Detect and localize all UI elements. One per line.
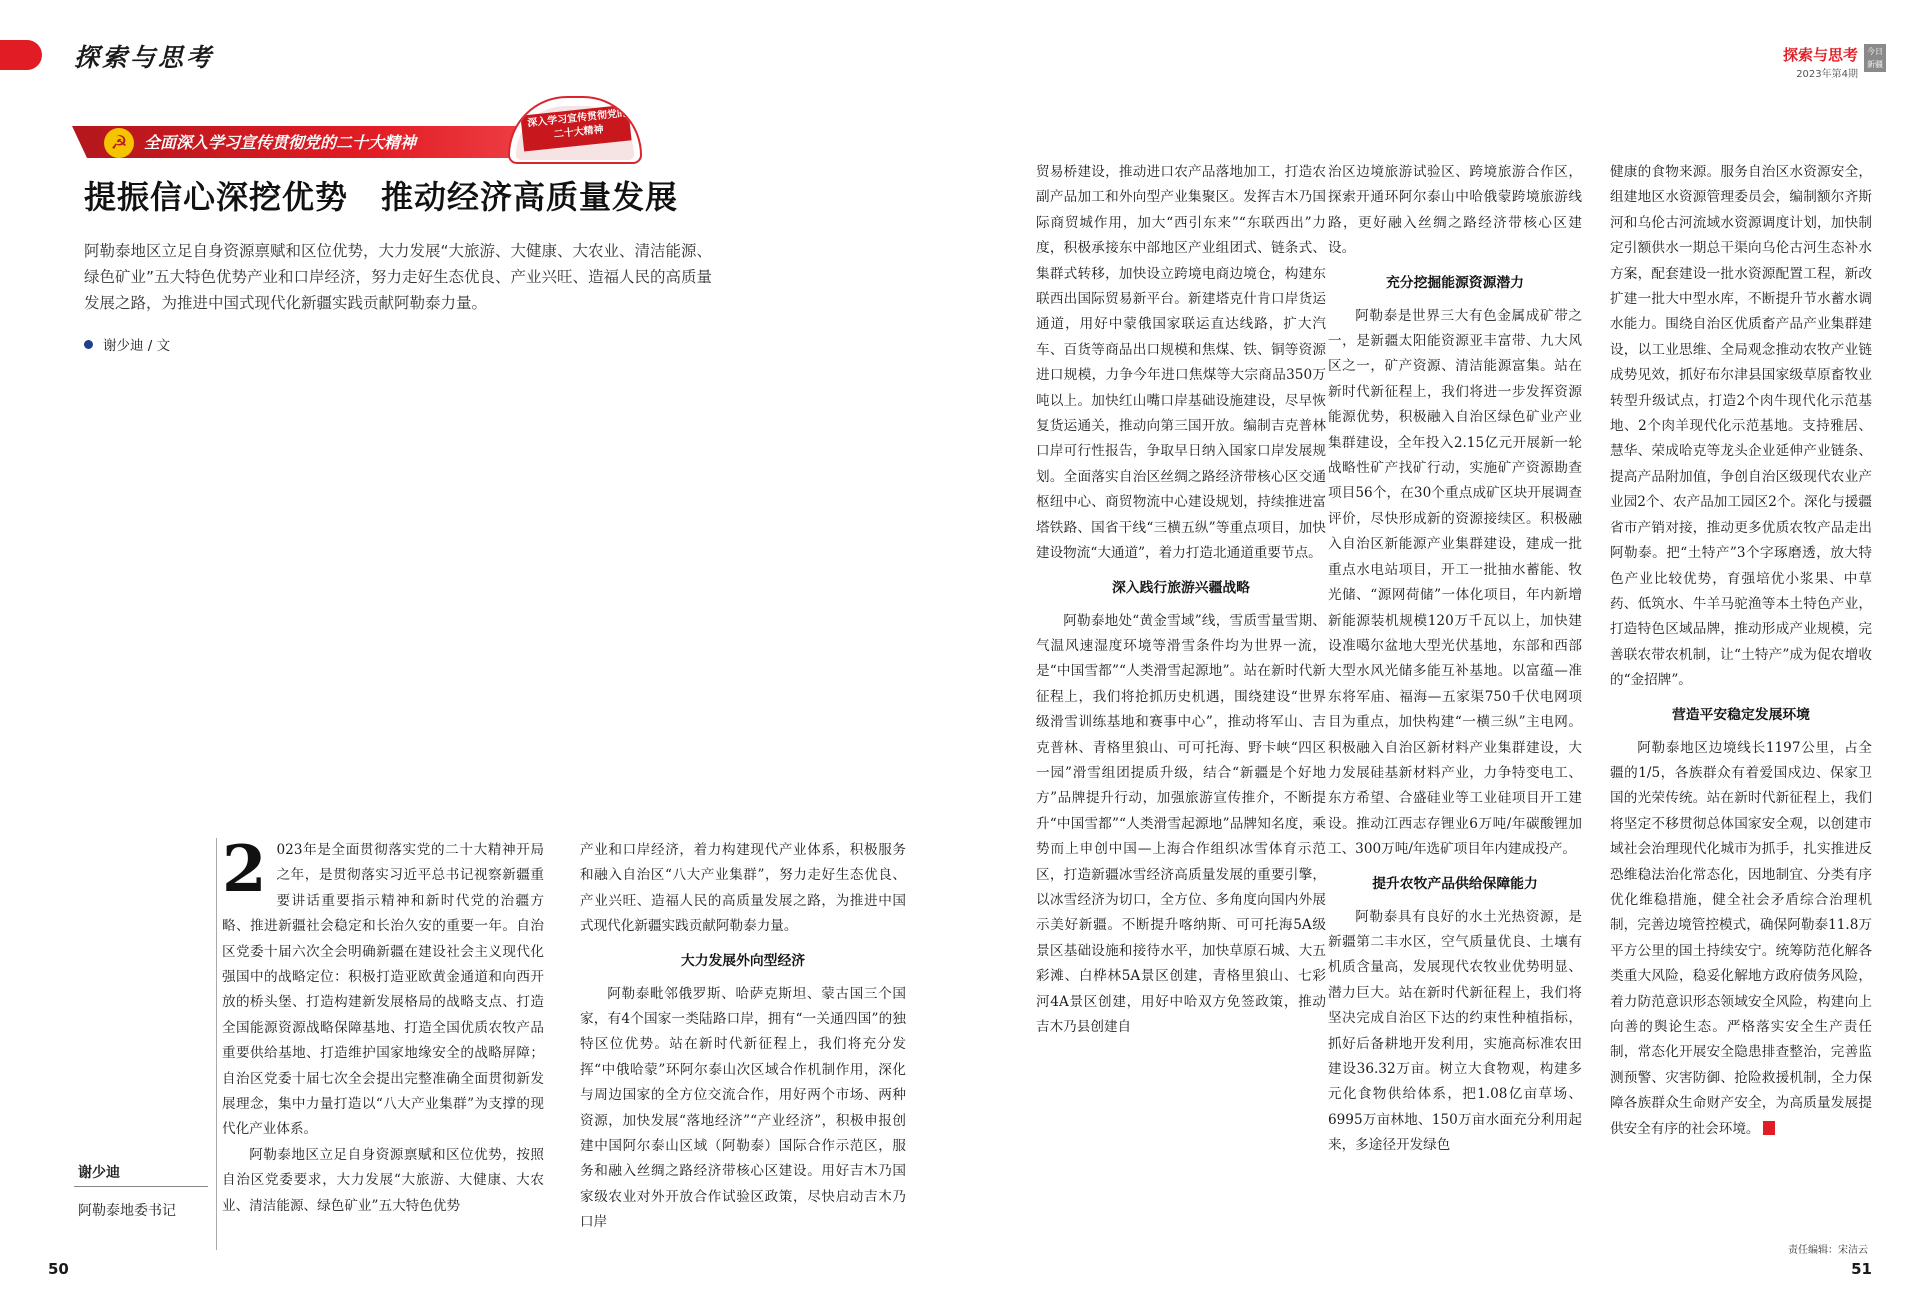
campaign-badge xyxy=(508,96,642,164)
paragraph: 健康的食物来源。服务自治区水资源安全，组建地区水资源管理委员会，编制额尔齐斯河和乌伦古河流域水资源调度计划，加快制定引额供水一期总干渠向乌伦古河生态补水方案，配套建设一批水资源配置工程，新改扩建一批大中型水库，不断提升节水蓄水调水能力。围绕自治区优质畜产品产业集群建设，以工业思维、全局观念推动农牧产业链成势见效，抓好布尔津县国家级草原畜牧业转型升级试点，打造2个肉牛现代化示范基地、2个肉羊现代化示范基地。支持雅居、慧华、荣成哈克等龙头企业延伸产业链条、提高产品附加值，争创自治区级现代农业产业园2个、农产品加工园区2个。深化与援疆省市产销对接，推动更多优质农牧产品走出阿勒泰。把“土特产”3个字琢磨透，放大特色产业比较优势，育强培优小浆果、中草药、低筑水、牛羊马驼渔等本土特色产业，打造特色区域品牌，推动形成产业规模，完善联农带农机制，让“土特产”成为促农增收的“金招牌”。 xyxy=(1610,164,1872,689)
page-number-left: 50 xyxy=(48,1260,69,1278)
paragraph xyxy=(222,832,544,1143)
page-number-right: 51 xyxy=(1851,1260,1872,1278)
magazine-logo: 今日新疆 xyxy=(1864,44,1886,72)
paragraph: 阿勒泰具有良好的水土光热资源，是新疆第二丰水区，空气质量优良、土壤有机质含量高，发展现代农牧业优势明显、潜力巨大。站在新时代新征程上，我们将坚决完成自治区下达的约束性种植指标，抓好后备耕地开发利用，实施高标准农田建设36.32万亩。树立大食物观，构建多元化食物供给体系，把1.08亿亩草场、6995万亩林地、150万亩水面充分利用起来，多途径开发绿色 xyxy=(1328,908,1582,1154)
body-column-3 xyxy=(1036,160,1326,1040)
column-divider xyxy=(216,838,217,1250)
divider xyxy=(74,1186,208,1187)
magazine-column-title: 探索与思考 xyxy=(1782,46,1858,64)
paragraph xyxy=(1610,736,1872,1143)
paragraph: 贸易桥建设，推动进口农产品落地加工，打造农副产品加工和外向型产业集聚区。发挥吉木乃国际商贸城作用，加大“西引东来”“东联西出”力度，积极承接东中部地区产业组团式、链条式、集群式转移，加快设立跨境电商边境仓，构建东联西出国际贸易新平台。新建塔克什肯口岸货运通道，用好中蒙俄国家联运直达线路，扩大汽车、百货等商品出口规模和焦煤、铁、铜等资源进口规模，力争今年进口焦煤等大宗商品350万吨以上。加快红山嘴口岸基础设施建设，尽早恢复货运通关，推动向第三国开放。编制吉克普林口岸可行性报告，争取早日纳入国家口岸发展规划。全面落实自治区丝绸之路经济带核心区交通枢纽中心、商贸物流中心建设规划，持续推进富塔铁路、国省干线“三横五纵”等重点项目，加快建设物流“大通道”，着力打造北通道重要节点。 xyxy=(1036,164,1326,562)
badge-text: 深入学习宣传贯彻党的二十大精神 xyxy=(526,107,628,141)
body-column-2 xyxy=(580,838,906,1236)
author-position: 阿勒泰地委书记 xyxy=(78,1203,176,1219)
magazine-header xyxy=(1783,44,1858,80)
author-name: 谢少迪 xyxy=(78,1165,120,1181)
issue-label: 2023年第4期 xyxy=(1796,69,1858,80)
paragraph-text: 阿勒泰地区边境线长1197公里，占全疆的1/5，各族群众有着爱国戍边、保家卫国的光荣传统。站在新时代新征程上，我们将坚定不移贯彻总体国家安全观，以创建市域社会治理现代化城市为抓手，扎实推进反恐维稳法治化常态化，因地制宜、分类有序优化维稳措施，健全社会矛盾综合治理机制，完善边境管控模式，确保阿勒泰11.8万平方公里的国土持续安宁。统筹防范化解各类重大风险，稳妥化解地方政府债务风险，着力防范意识形态领域安全风险，构建向上向善的舆论生态。严格落实安全生产责任制，常态化开展安全隐患排查整治，完善监测预警、灾害防御、抢险救援机制，全力保障各族群众生命财产安全，为高质量发展提供安全有序的社会环境。 xyxy=(1610,739,1872,1137)
paragraph: 阿勒泰是世界三大有色金属成矿带之一，是新疆太阳能资源亚丰富带、九大风区之一，矿产资源、清洁能源富集。站在新时代新征程上，我们将进一步发挥资源能源优势，积极融入自治区绿色矿业产业集群建设，全年投入2.15亿元开展新一轮战略性矿产找矿行动，实施矿产资源勘查项目56个，在30个重点成矿区块开展调查评价，尽快形成新的资源接续区。积极融入自治区新能源产业集群建设，建成一批重点水电站项目，开工一批抽水蓄能、牧光储、“源网荷储”一体化项目，年内新增新能源装机规模120万千瓦以上，加快建设准噶尔盆地大型光伏基地，东部和西部大型水风光储多能互补基地。以富蕴—准东将军庙、福海—五家渠750千伏电网项目为重点，加快构建“一横三纵”主电网。积极融入自治区新材料产业集群建设，大力发展硅基新材料产业，力争特变电工、东方希望、合盛硅业等工业硅项目开工建设。推动江西志存锂业6万吨/年碳酸锂加工、300万吨/年选矿项目年内建成投产。 xyxy=(1328,307,1582,858)
paragraph-text: 023年是全面贯彻落实党的二十大精神开局之年，是贯彻落实习近平总书记视察新疆重要讲话重要指示精神和新时代党的治疆方略、推进新疆社会稳定和长治久安的重要一年。自治区党委十届六次全会明确新疆在建设社会主义现代化强国中的战略定位：积极打造亚欧黄金通道和向西开放的桥头堡、打造构建新发展格局的战略支点、打造全国能源资源战略保障基地、打造全国优质农牧产品重要供给基地、打造维护国家地缘安全的战略屏障；自治区党委十届七次全会提出完整准确全面贯彻新发展理念，集中力量打造以“八大产业集群”为支撑的现代化产业体系。 xyxy=(222,842,544,1138)
section-heading: 深入践行旅游兴疆战略 xyxy=(1112,579,1250,596)
section-heading: 大力发展外向型经济 xyxy=(680,952,806,969)
article-title: 提振信心深挖优势 推动经济高质量发展 xyxy=(84,178,679,216)
section-title: 探索与思考 xyxy=(74,43,215,72)
section-tab-marker xyxy=(0,40,42,70)
article-lede: 阿勒泰地区立足自身资源禀赋和区位优势，大力发展“大旅游、大健康、大农业、清洁能源、绿色矿业”五大特色优势产业和口岸经济，努力走好生态优良、产业兴旺、造福人民的高质量发展之路，为推进中国式现代化新疆实践贡献阿勒泰力量。 xyxy=(84,242,713,312)
end-mark-icon xyxy=(1763,1121,1775,1135)
paragraph: 阿勒泰地处“黄金雪域”线，雪质雪量雪期、气温风速湿度环境等滑雪条件均为世界一流，是“中国雪都”“人类滑雪起源地”。站在新时代新征程上，我们将抢抓历史机遇，围绕建设“世界级滑雪训练基地和赛事中心”，推动将军山、吉克普林、青格里狼山、可可托海、野卡峡“四区一园”滑雪组团提质升级，结合“新疆是个好地方”品牌提升行动，加强旅游宣传推介，不断提升“中国雪都”“人类滑雪起源地”品牌知名度，乘势而上申创中国—上海合作组织冰雪体育示范区，打造新疆冰雪经济高质量发展的重要引擎，以冰雪经济为切口，全方位、多角度向国内外展示美好新疆。不断提升喀纳斯、可可托海5A级景区基础设施和接待水平，加快草原石城、大五彩滩、白桦林5A景区创建，青格里狼山、七彩河4A景区创建，用好中哈双方免签政策，推动吉木乃县创建自 xyxy=(1036,612,1326,1035)
banner-text: 全面深入学习宣传贯彻党的二十大精神 xyxy=(144,133,417,152)
byline-text: 谢少迪 / 文 xyxy=(103,338,171,354)
section-heading: 提升农牧产品供给保障能力 xyxy=(1372,875,1538,892)
byline xyxy=(84,334,170,354)
body-column-1 xyxy=(222,832,544,1219)
editor-credit: 责任编辑：宋洁云 xyxy=(1788,1245,1868,1256)
section-heading: 充分挖掘能源资源潜力 xyxy=(1386,274,1524,291)
drop-cap: 2 xyxy=(222,832,267,907)
paragraph: 治区边境旅游试验区、跨境旅游合作区，探索开通环阿尔泰山中哈俄蒙跨境旅游线路，更好融入丝绸之路经济带核心区建设。 xyxy=(1328,164,1582,257)
byline-dot-icon xyxy=(84,340,93,349)
paragraph: 阿勒泰毗邻俄罗斯、哈萨克斯坦、蒙古国三个国家，有4个国家一类陆路口岸，拥有“一关通四国”的独特区位优势。站在新时代新征程上，我们将充分发挥“中俄哈蒙”环阿尔泰山次区域合作机制作用，深化与周边国家的全方位交流合作，用好两个市场、两种资源，加快发展“落地经济”“产业经济”，积极申报创建中国阿尔泰山区域（阿勒泰）国际合作示范区，服务和融入丝绸之路经济带核心区建设。用好吉木乃国家级农业对外开放合作试验区政策，尽快启动吉木乃口岸 xyxy=(580,985,906,1231)
body-column-4 xyxy=(1328,160,1582,1159)
section-heading: 营造平安稳定发展环境 xyxy=(1672,706,1810,723)
paragraph: 产业和口岸经济，着力构建现代产业体系，积极服务和融入自治区“八大产业集群”，努力走好生态优良、产业兴旺、造福人民的高质量发展之路，为推进中国式现代化新疆实践贡献阿勒泰力量。 xyxy=(580,842,906,935)
body-column-5 xyxy=(1610,160,1872,1142)
party-emblem-icon: ☭ xyxy=(104,128,134,158)
paragraph: 阿勒泰地区立足自身资源禀赋和区位优势，按照自治区党委要求，大力发展“大旅游、大健康、大农业、清洁能源、绿色矿业”五大特色优势 xyxy=(222,1146,544,1214)
